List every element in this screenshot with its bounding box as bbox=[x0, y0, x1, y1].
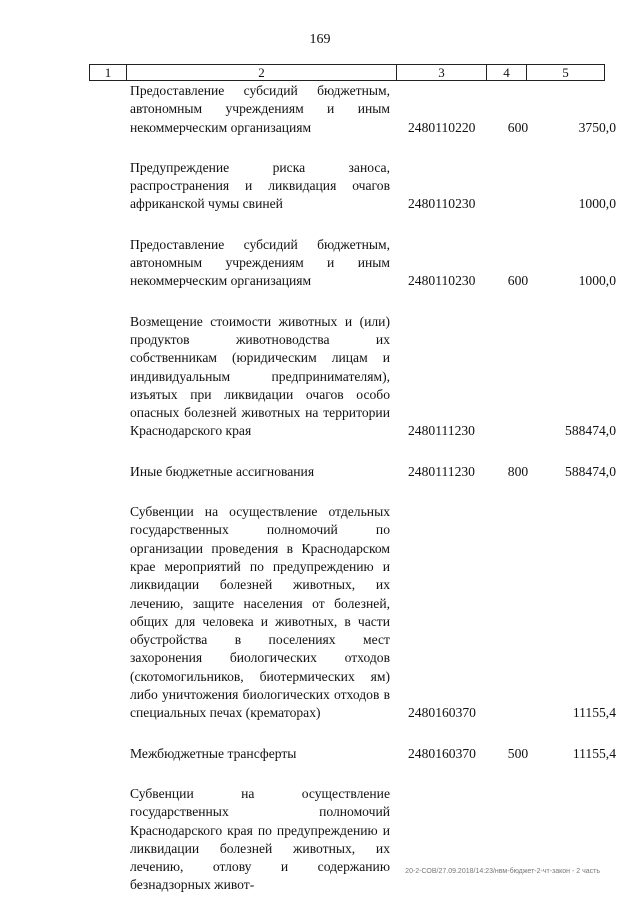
row-code: 2480110220 bbox=[408, 119, 476, 135]
column-header-4: 4 bbox=[487, 65, 527, 81]
row-expense-type: 600 bbox=[507, 273, 529, 289]
row-amount: 588474,0 bbox=[565, 423, 616, 439]
row-code: 2480111230 bbox=[408, 463, 475, 479]
row-description: Субвенции на осуществление отдельных государственных полномочий по организации проведения в Краснодарском крае мероприятий по предупреждению и ликвидации болезней животных, их лечению, защите населения от болезней, общих для человека и животных, в части обустройства в поселениях мест захоронения биологических отходов (скотомогильников, биотермических ям) либо уничтожения биологических отходов в специальных печах (крематорах) bbox=[130, 504, 390, 721]
row-expense-type: 500 bbox=[507, 745, 529, 761]
row-amount: 588474,0 bbox=[565, 463, 616, 479]
table-row bbox=[0, 313, 640, 441]
row-description: Возмещение стоимости животных и (или) продуктов животноводства их собственникам (юридическим лицам и индивидуальным предпринимателям), изъятых при ликвидации очагов особо опасных болезней животных на территории Краснодарского края bbox=[130, 313, 390, 439]
row-expense-type: 600 bbox=[507, 119, 529, 135]
row-code: 2480110230 bbox=[408, 273, 476, 289]
column-header-table bbox=[89, 64, 605, 81]
table-row bbox=[0, 159, 640, 214]
row-amount: 11155,4 bbox=[572, 745, 616, 761]
column-header-3: 3 bbox=[397, 65, 487, 81]
row-amount: 1000,0 bbox=[578, 273, 616, 289]
column-header-1: 1 bbox=[90, 65, 127, 81]
table-row bbox=[0, 785, 640, 895]
row-description: Предупреждение риска заноса, распространения и ликвидация очагов африканской чумы свиней bbox=[130, 159, 390, 212]
column-header-2: 2 bbox=[127, 65, 397, 81]
row-description: Предоставление субсидий бюджетным, автономным учреждениям и иным некоммерческим организациям bbox=[130, 236, 390, 289]
row-description: Иные бюджетные ассигнования bbox=[130, 463, 315, 479]
row-code: 2480110230 bbox=[408, 196, 476, 212]
row-code: 2480111230 bbox=[408, 423, 475, 439]
column-header-row bbox=[90, 65, 605, 81]
row-amount: 3750,0 bbox=[578, 119, 616, 135]
row-description: Межбюджетные трансферты bbox=[130, 745, 297, 761]
row-code: 2480160370 bbox=[408, 705, 476, 721]
row-description: Предоставление субсидий бюджетным, автономным учреждениям и иным некоммерческим организациям bbox=[130, 83, 390, 135]
table-row bbox=[0, 463, 640, 481]
table-row bbox=[0, 82, 640, 137]
footer-file-note: 20-2-СОВ/27.09.2018/14:23/нвм-бюджет-2-чт-закон - 2 часть bbox=[405, 868, 600, 875]
row-code: 2480160370 bbox=[408, 745, 476, 761]
row-amount: 1000,0 bbox=[578, 196, 616, 212]
row-expense-type: 800 bbox=[507, 463, 529, 479]
page-number: 169 bbox=[309, 32, 331, 47]
row-amount: 11155,4 bbox=[572, 705, 616, 721]
row-description: Субвенции на осуществление государственных полномочий Краснодарского края по предупреждению и ликвидации болезней животных, их лечению, отлову и содержанию безнадзорных живот- bbox=[130, 785, 390, 893]
column-header-5: 5 bbox=[527, 65, 605, 81]
table-row bbox=[0, 503, 640, 723]
table-row bbox=[0, 745, 640, 763]
budget-rows bbox=[0, 82, 640, 895]
table-row bbox=[0, 236, 640, 291]
